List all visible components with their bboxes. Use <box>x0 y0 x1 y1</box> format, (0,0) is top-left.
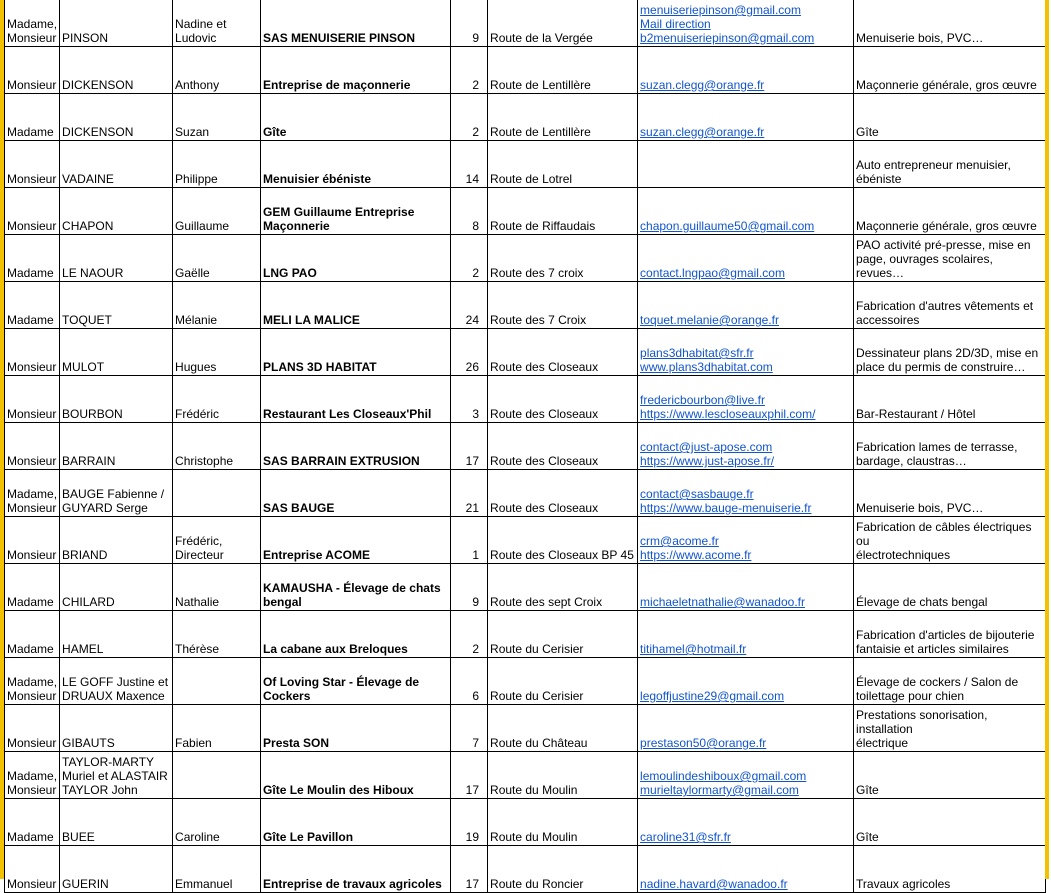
street-cell: Route du Roncier <box>488 846 638 893</box>
street-cell: Route de Lotrel <box>488 141 638 188</box>
street-cell: Route de Riffaudais <box>488 188 638 235</box>
civility-cell: Madame <box>5 94 60 141</box>
contact-cell <box>638 282 854 329</box>
contact-cell <box>638 564 854 611</box>
street-cell: Route de la Vergée <box>488 0 638 47</box>
company-cell: Entreprise de travaux agricoles <box>261 846 451 893</box>
street-number-cell: 21 <box>451 470 488 517</box>
civility-cell: Madame <box>5 611 60 658</box>
contact-link[interactable]: toquet.melanie@orange.fr <box>640 313 779 327</box>
company-cell: Presta SON <box>261 705 451 752</box>
contact-link[interactable]: fredericbourbon@live.fr <box>640 393 765 407</box>
table-body <box>5 0 1046 893</box>
first-name-cell: Frédéric, Directeur <box>173 517 261 564</box>
first-name-cell <box>173 658 261 705</box>
civility-cell: Monsieur <box>5 141 60 188</box>
contact-link[interactable]: Mail direction <box>640 17 711 31</box>
activity-cell: Gîte <box>854 752 1046 799</box>
street-number-cell: 9 <box>451 564 488 611</box>
civility-cell: Madame, Monsieur <box>5 658 60 705</box>
contact-link[interactable]: nadine.havard@wanadoo.fr <box>640 877 788 891</box>
contact-link[interactable]: murieltaylormarty@gmail.com <box>640 783 799 797</box>
contact-link[interactable]: contact@just-apose.com <box>640 440 773 454</box>
table-row <box>5 658 1046 705</box>
surname-cell: DICKENSON <box>60 47 173 94</box>
activity-cell: Menuiserie bois, PVC… <box>854 0 1046 47</box>
contact-link[interactable]: suzan.clegg@orange.fr <box>640 125 765 139</box>
table-row <box>5 0 1046 47</box>
contact-cell <box>638 47 854 94</box>
company-cell: KAMAUSHA - Élevage de chats bengal <box>261 564 451 611</box>
street-number-cell: 2 <box>451 47 488 94</box>
surname-cell: GUERIN <box>60 846 173 893</box>
first-name-cell: Christophe <box>173 423 261 470</box>
civility-cell: Madame <box>5 799 60 846</box>
contact-cell <box>638 705 854 752</box>
street-number-cell: 2 <box>451 94 488 141</box>
company-cell: GEM Guillaume Entreprise Maçonnerie <box>261 188 451 235</box>
table-row <box>5 799 1046 846</box>
civility-cell: Monsieur <box>5 517 60 564</box>
activity-cell: Prestations sonorisation, installation électrique <box>854 705 1046 752</box>
civility-cell: Monsieur <box>5 329 60 376</box>
contact-link[interactable]: https://www.bauge-menuiserie.fr <box>640 501 812 515</box>
contact-link[interactable]: caroline31@sfr.fr <box>640 830 731 844</box>
company-cell: Gîte Le Moulin des Hiboux <box>261 752 451 799</box>
contact-link[interactable]: lemoulindeshiboux@gmail.com <box>640 769 807 783</box>
company-cell: SAS MENUISERIE PINSON <box>261 0 451 47</box>
surname-cell: PINSON <box>60 0 173 47</box>
table-row <box>5 94 1046 141</box>
activity-cell: Dessinateur plans 2D/3D, mise en place du permis de construire… <box>854 329 1046 376</box>
table-row <box>5 329 1046 376</box>
street-cell: Route des Closeaux <box>488 376 638 423</box>
activity-cell: Gîte <box>854 799 1046 846</box>
first-name-cell: Nadine et Ludovic <box>173 0 261 47</box>
contact-link[interactable]: https://www.acome.fr <box>640 548 752 562</box>
company-cell: MELI LA MALICE <box>261 282 451 329</box>
contact-link[interactable]: crm@acome.fr <box>640 534 719 548</box>
surname-cell: BOURBON <box>60 376 173 423</box>
civility-cell: Monsieur <box>5 846 60 893</box>
activity-cell: Élevage de cockers / Salon de toilettage pour chien <box>854 658 1046 705</box>
street-number-cell: 24 <box>451 282 488 329</box>
table-row <box>5 141 1046 188</box>
surname-cell: GIBAUTS <box>60 705 173 752</box>
company-cell: SAS BAUGE <box>261 470 451 517</box>
activity-cell: Fabrication d'autres vêtements et accessoires <box>854 282 1046 329</box>
table-row <box>5 235 1046 282</box>
street-number-cell: 1 <box>451 517 488 564</box>
street-cell: Route des Closeaux <box>488 470 638 517</box>
contact-link[interactable]: michaeletnathalie@wanadoo.fr <box>640 595 805 609</box>
company-cell: Entreprise de maçonnerie <box>261 47 451 94</box>
street-number-cell: 17 <box>451 846 488 893</box>
civility-cell: Madame, Monsieur <box>5 0 60 47</box>
contact-link[interactable]: prestason50@orange.fr <box>640 736 767 750</box>
contact-cell <box>638 329 854 376</box>
street-cell: Route des Closeaux BP 45 <box>488 517 638 564</box>
contact-link[interactable]: chapon.guillaume50@gmail.com <box>640 219 815 233</box>
street-cell: Route des 7 Croix <box>488 282 638 329</box>
street-number-cell: 17 <box>451 752 488 799</box>
street-cell: Route du Cerisier <box>488 658 638 705</box>
table-row <box>5 752 1046 799</box>
civility-cell: Monsieur <box>5 376 60 423</box>
company-cell: Menuisier ébéniste <box>261 141 451 188</box>
table-row <box>5 470 1046 517</box>
first-name-cell <box>173 752 261 799</box>
first-name-cell: Anthony <box>173 47 261 94</box>
contact-cell <box>638 752 854 799</box>
table-row <box>5 705 1046 752</box>
activity-cell: Fabrication lames de terrasse, bardage, claustras… <box>854 423 1046 470</box>
table-row <box>5 282 1046 329</box>
first-name-cell: Thérèse <box>173 611 261 658</box>
contact-link[interactable]: https://www.just-apose.fr/ <box>640 454 775 468</box>
company-cell: LNG PAO <box>261 235 451 282</box>
contact-cell <box>638 235 854 282</box>
civility-cell: Madame, Monsieur <box>5 752 60 799</box>
contact-link[interactable]: plans3dhabitat@sfr.fr <box>640 346 754 360</box>
surname-cell: BUEE <box>60 799 173 846</box>
surname-cell: LE NAOUR <box>60 235 173 282</box>
street-number-cell: 2 <box>451 235 488 282</box>
contact-cell <box>638 799 854 846</box>
table-row <box>5 517 1046 564</box>
activity-cell: PAO activité pré-presse, mise en page, ouvrages scolaires, revues… <box>854 235 1046 282</box>
first-name-cell: Emmanuel <box>173 846 261 893</box>
first-name-cell <box>173 470 261 517</box>
civility-cell: Monsieur <box>5 188 60 235</box>
first-name-cell: Frédéric <box>173 376 261 423</box>
contact-link[interactable]: www.plans3dhabitat.com <box>640 360 773 374</box>
civility-cell: Madame <box>5 282 60 329</box>
first-name-cell: Suzan <box>173 94 261 141</box>
street-number-cell: 6 <box>451 658 488 705</box>
company-cell: Entreprise ACOME <box>261 517 451 564</box>
street-cell: Route des Closeaux <box>488 329 638 376</box>
street-cell: Route des Closeaux <box>488 423 638 470</box>
street-cell: Route du Moulin <box>488 799 638 846</box>
contact-link[interactable]: legoffjustine29@gmail.com <box>640 689 785 703</box>
first-name-cell: Gaëlle <box>173 235 261 282</box>
company-cell: La cabane aux Breloques <box>261 611 451 658</box>
table-row <box>5 564 1046 611</box>
contact-cell <box>638 517 854 564</box>
table-row <box>5 47 1046 94</box>
first-name-cell: Philippe <box>173 141 261 188</box>
activity-cell: Menuiserie bois, PVC… <box>854 470 1046 517</box>
contact-link[interactable]: contact@sasbauge.fr <box>640 487 754 501</box>
first-name-cell: Nathalie <box>173 564 261 611</box>
contact-cell <box>638 846 854 893</box>
table-row <box>5 376 1046 423</box>
activity-cell: Bar-Restaurant / Hôtel <box>854 376 1046 423</box>
activity-cell: Travaux agricoles <box>854 846 1046 893</box>
civility-cell: Monsieur <box>5 705 60 752</box>
surname-cell: CHILARD <box>60 564 173 611</box>
activity-cell: Fabrication de câbles électriques ou électrotechniques <box>854 517 1046 564</box>
contact-link[interactable]: b2menuiseriepinson@gmail.com <box>640 31 815 45</box>
surname-cell: LE GOFF Justine et DRUAUX Maxence <box>60 658 173 705</box>
contact-link[interactable]: suzan.clegg@orange.fr <box>640 78 765 92</box>
activity-cell: Élevage de chats bengal <box>854 564 1046 611</box>
civility-cell: Madame <box>5 564 60 611</box>
surname-cell: TAYLOR-MARTY Muriel et ALASTAIR TAYLOR John <box>60 752 173 799</box>
street-cell: Route du Château <box>488 705 638 752</box>
company-cell: Of Loving Star - Élevage de Cockers <box>261 658 451 705</box>
first-name-cell: Guillaume <box>173 188 261 235</box>
activity-cell: Maçonnerie générale, gros œuvre <box>854 188 1046 235</box>
activity-cell: Auto entrepreneur menuisier, ébéniste <box>854 141 1046 188</box>
street-number-cell: 14 <box>451 141 488 188</box>
surname-cell: HAMEL <box>60 611 173 658</box>
contact-link[interactable]: titihamel@hotmail.fr <box>640 642 747 656</box>
street-number-cell: 2 <box>451 611 488 658</box>
first-name-cell: Mélanie <box>173 282 261 329</box>
street-number-cell: 9 <box>451 0 488 47</box>
street-number-cell: 17 <box>451 423 488 470</box>
company-cell: SAS BARRAIN EXTRUSION <box>261 423 451 470</box>
civility-cell: Madame <box>5 235 60 282</box>
surname-cell: DICKENSON <box>60 94 173 141</box>
contact-cell <box>638 94 854 141</box>
company-cell: Gîte <box>261 94 451 141</box>
business-directory-table <box>4 0 1046 893</box>
street-cell: Route du Moulin <box>488 752 638 799</box>
contact-link[interactable]: contact.lngpao@gmail.com <box>640 266 785 280</box>
activity-cell: Maçonnerie générale, gros œuvre <box>854 47 1046 94</box>
street-cell: Route du Cerisier <box>488 611 638 658</box>
contact-cell <box>638 611 854 658</box>
table-row <box>5 846 1046 893</box>
table-row <box>5 423 1046 470</box>
civility-cell: Monsieur <box>5 423 60 470</box>
first-name-cell: Hugues <box>173 329 261 376</box>
civility-cell: Madame, Monsieur <box>5 470 60 517</box>
surname-cell: VADAINE <box>60 141 173 188</box>
surname-cell: TOQUET <box>60 282 173 329</box>
contact-cell <box>638 470 854 517</box>
street-cell: Route de Lentillère <box>488 94 638 141</box>
activity-cell: Fabrication d'articles de bijouterie fantaisie et articles similaires <box>854 611 1046 658</box>
surname-cell: BAUGE Fabienne / GUYARD Serge <box>60 470 173 517</box>
activity-cell: Gîte <box>854 94 1046 141</box>
contact-cell <box>638 376 854 423</box>
surname-cell: BARRAIN <box>60 423 173 470</box>
right-highlight-bar <box>1045 0 1049 879</box>
company-cell: Restaurant Les Closeaux'Phil <box>261 376 451 423</box>
street-number-cell: 3 <box>451 376 488 423</box>
surname-cell: BRIAND <box>60 517 173 564</box>
contact-cell <box>638 0 854 47</box>
civility-cell: Monsieur <box>5 47 60 94</box>
contact-cell <box>638 188 854 235</box>
street-number-cell: 26 <box>451 329 488 376</box>
table-row <box>5 188 1046 235</box>
contact-cell <box>638 423 854 470</box>
contact-link[interactable]: https://www.lescloseauxphil.com/ <box>640 407 816 421</box>
street-cell: Route des sept Croix <box>488 564 638 611</box>
contact-link[interactable]: menuiseriepinson@gmail.com <box>640 3 801 17</box>
surname-cell: CHAPON <box>60 188 173 235</box>
company-cell: PLANS 3D HABITAT <box>261 329 451 376</box>
street-number-cell: 19 <box>451 799 488 846</box>
street-cell: Route de Lentillère <box>488 47 638 94</box>
street-number-cell: 7 <box>451 705 488 752</box>
first-name-cell: Fabien <box>173 705 261 752</box>
surname-cell: MULOT <box>60 329 173 376</box>
street-number-cell: 8 <box>451 188 488 235</box>
street-cell: Route des 7 croix <box>488 235 638 282</box>
contact-cell <box>638 141 854 188</box>
company-cell: Gîte Le Pavillon <box>261 799 451 846</box>
table-row <box>5 611 1046 658</box>
contact-cell <box>638 658 854 705</box>
first-name-cell: Caroline <box>173 799 261 846</box>
